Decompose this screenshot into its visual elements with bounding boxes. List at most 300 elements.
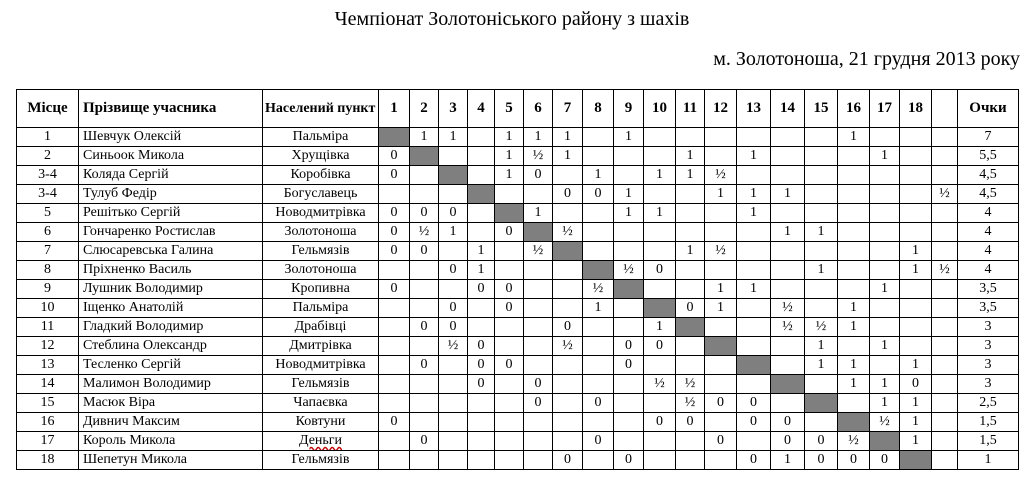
diagonal-cell (495, 204, 524, 223)
result-cell (900, 147, 932, 166)
table-row (17, 432, 1019, 451)
result-cell (737, 337, 771, 356)
result-cell (439, 147, 468, 166)
result-cell: ½ (932, 261, 958, 280)
place-cell: 8 (17, 261, 79, 280)
result-cell: 0 (805, 432, 838, 451)
result-cell: 0 (379, 147, 410, 166)
result-cell (644, 242, 676, 261)
points-cell: 4 (958, 242, 1019, 261)
result-cell: 1 (838, 375, 870, 394)
result-cell (838, 147, 870, 166)
header-name: Прізвище учасника (79, 90, 263, 128)
result-cell (737, 223, 771, 242)
result-cell: 0 (553, 451, 583, 470)
settlement-cell: Чапаєвка (263, 394, 379, 413)
diagonal-cell (900, 451, 932, 470)
result-cell: 0 (468, 337, 495, 356)
result-cell: ½ (410, 223, 439, 242)
result-cell (705, 375, 737, 394)
result-cell (805, 166, 838, 185)
points-cell: 1,5 (958, 432, 1019, 451)
result-cell (932, 394, 958, 413)
result-cell (676, 223, 705, 242)
result-cell (771, 356, 805, 375)
result-cell (932, 432, 958, 451)
result-cell (705, 413, 737, 432)
diagonal-cell (705, 337, 737, 356)
result-cell (379, 261, 410, 280)
diagonal-cell (524, 223, 553, 242)
result-cell (468, 394, 495, 413)
result-cell (495, 375, 524, 394)
result-cell: 1 (900, 413, 932, 432)
result-cell (870, 356, 900, 375)
result-cell (495, 413, 524, 432)
result-cell (676, 432, 705, 451)
result-cell (553, 413, 583, 432)
result-cell (379, 432, 410, 451)
result-cell: 1 (900, 242, 932, 261)
result-cell: ½ (614, 261, 644, 280)
result-cell: 1 (737, 204, 771, 223)
result-cell (805, 185, 838, 204)
header-round: 12 (705, 90, 737, 128)
result-cell: 1 (524, 128, 553, 147)
result-cell (838, 280, 870, 299)
result-cell (495, 432, 524, 451)
result-cell (805, 242, 838, 261)
diagonal-cell (614, 280, 644, 299)
diagonal-cell (737, 356, 771, 375)
place-cell: 12 (17, 337, 79, 356)
points-cell: 3 (958, 318, 1019, 337)
result-cell: 0 (495, 280, 524, 299)
result-cell: 0 (379, 166, 410, 185)
result-cell (524, 337, 553, 356)
result-cell: 1 (838, 128, 870, 147)
participant-name: Слюсаревська Галина (79, 242, 263, 261)
result-cell (932, 356, 958, 375)
diagonal-cell (410, 147, 439, 166)
result-cell (495, 337, 524, 356)
result-cell (468, 166, 495, 185)
result-cell: 0 (771, 432, 805, 451)
result-cell (410, 451, 439, 470)
result-cell: 1 (644, 318, 676, 337)
result-cell: 1 (410, 128, 439, 147)
result-cell: ½ (553, 337, 583, 356)
settlement-cell: Пальміра (263, 128, 379, 147)
header-round: 13 (737, 90, 771, 128)
result-cell (737, 432, 771, 451)
result-cell: 0 (379, 413, 410, 432)
result-cell: 0 (495, 299, 524, 318)
result-cell: 0 (439, 299, 468, 318)
result-cell (932, 413, 958, 432)
result-cell: 1 (495, 128, 524, 147)
result-cell: ½ (705, 166, 737, 185)
result-cell: 0 (410, 318, 439, 337)
result-cell (805, 375, 838, 394)
result-cell: 1 (870, 147, 900, 166)
result-cell (553, 166, 583, 185)
settlement-cell: Гельмязів (263, 375, 379, 394)
result-cell: 0 (614, 337, 644, 356)
result-cell (644, 432, 676, 451)
settlement-cell: Новодмитрівка (263, 356, 379, 375)
place-cell: 11 (17, 318, 79, 337)
result-cell: 1 (676, 147, 705, 166)
result-cell: 0 (553, 318, 583, 337)
result-cell (614, 318, 644, 337)
result-cell (676, 337, 705, 356)
result-cell: 0 (737, 451, 771, 470)
table-row (17, 318, 1019, 337)
result-cell: 1 (771, 185, 805, 204)
result-cell (838, 261, 870, 280)
result-cell (553, 204, 583, 223)
result-cell (614, 394, 644, 413)
points-cell: 3 (958, 337, 1019, 356)
place-cell: 10 (17, 299, 79, 318)
result-cell (870, 128, 900, 147)
place-cell: 7 (17, 242, 79, 261)
participant-name: Тулуб Федір (79, 185, 263, 204)
result-cell: 1 (900, 432, 932, 451)
diagonal-cell (805, 394, 838, 413)
result-cell: 0 (495, 356, 524, 375)
result-cell (410, 299, 439, 318)
result-cell (439, 432, 468, 451)
result-cell (583, 204, 614, 223)
result-cell (705, 451, 737, 470)
result-cell (524, 185, 553, 204)
result-cell (932, 280, 958, 299)
result-cell: 0 (439, 261, 468, 280)
result-cell: 1 (644, 204, 676, 223)
result-cell: 0 (676, 413, 705, 432)
result-cell (410, 413, 439, 432)
result-cell (900, 337, 932, 356)
result-cell: 1 (439, 128, 468, 147)
result-cell: 1 (553, 128, 583, 147)
result-cell: 0 (705, 432, 737, 451)
result-cell (737, 128, 771, 147)
place-cell: 2 (17, 147, 79, 166)
place-cell: 3-4 (17, 185, 79, 204)
header-round: 15 (805, 90, 838, 128)
participant-name: Коляда Сергій (79, 166, 263, 185)
result-cell (676, 128, 705, 147)
result-cell: 1 (614, 204, 644, 223)
result-cell: 1 (583, 299, 614, 318)
result-cell (771, 147, 805, 166)
result-cell: ½ (583, 280, 614, 299)
place-cell: 17 (17, 432, 79, 451)
result-cell (705, 261, 737, 280)
header-round: 3 (439, 90, 468, 128)
points-cell: 7 (958, 128, 1019, 147)
diagonal-cell (583, 261, 614, 280)
settlement-cell: Новодмитрівка (263, 204, 379, 223)
result-cell (379, 451, 410, 470)
result-cell: ½ (553, 223, 583, 242)
result-cell: ½ (870, 413, 900, 432)
result-cell: 0 (468, 375, 495, 394)
diagonal-cell (771, 375, 805, 394)
settlement-cell: Деньги (263, 432, 379, 451)
result-cell: 1 (870, 280, 900, 299)
result-cell (439, 394, 468, 413)
result-cell (676, 451, 705, 470)
result-cell: 0 (644, 261, 676, 280)
settlement-cell: Золотоноша (263, 223, 379, 242)
result-cell (932, 242, 958, 261)
place-cell: 6 (17, 223, 79, 242)
points-cell: 5,5 (958, 147, 1019, 166)
result-cell (932, 223, 958, 242)
result-cell (838, 223, 870, 242)
result-cell (614, 147, 644, 166)
result-cell: ½ (771, 318, 805, 337)
result-cell (410, 280, 439, 299)
result-cell: 1 (737, 147, 771, 166)
result-cell (771, 394, 805, 413)
header-settlement: Населений пункт (263, 90, 379, 128)
table-row (17, 166, 1019, 185)
result-cell (705, 204, 737, 223)
result-cell: 0 (583, 394, 614, 413)
result-cell (468, 299, 495, 318)
result-cell (932, 128, 958, 147)
result-cell (900, 223, 932, 242)
result-cell (553, 299, 583, 318)
result-cell: 1 (805, 337, 838, 356)
result-cell (495, 318, 524, 337)
result-cell (932, 337, 958, 356)
settlement-cell: Дмитрівка (263, 337, 379, 356)
result-cell (771, 204, 805, 223)
result-cell (410, 375, 439, 394)
table-row (17, 204, 1019, 223)
result-cell (583, 318, 614, 337)
table-row (17, 280, 1019, 299)
result-cell: 0 (838, 451, 870, 470)
result-cell (870, 242, 900, 261)
table-row (17, 128, 1019, 147)
participant-name: Шевчук Олексій (79, 128, 263, 147)
diagonal-cell (676, 318, 705, 337)
result-cell: 1 (737, 185, 771, 204)
result-cell (379, 185, 410, 204)
result-cell (705, 223, 737, 242)
table-row (17, 337, 1019, 356)
points-cell: 3,5 (958, 280, 1019, 299)
result-cell (614, 299, 644, 318)
result-cell: 1 (614, 185, 644, 204)
result-cell (379, 318, 410, 337)
points-cell: 3,5 (958, 299, 1019, 318)
header-round: 2 (410, 90, 439, 128)
settlement-cell: Ковтуни (263, 413, 379, 432)
result-cell (676, 280, 705, 299)
place-cell: 5 (17, 204, 79, 223)
result-cell (439, 185, 468, 204)
result-cell: 0 (410, 432, 439, 451)
result-cell: 0 (644, 337, 676, 356)
result-cell (737, 299, 771, 318)
header-points: Очки (958, 90, 1019, 128)
result-cell: ½ (524, 147, 553, 166)
table-row (17, 451, 1019, 470)
place-cell: 13 (17, 356, 79, 375)
result-cell: ½ (439, 337, 468, 356)
table-row (17, 299, 1019, 318)
result-cell: 1 (805, 261, 838, 280)
result-cell: 0 (805, 451, 838, 470)
result-cell: 0 (379, 223, 410, 242)
header-round: 14 (771, 90, 805, 128)
result-cell (870, 166, 900, 185)
result-cell (900, 318, 932, 337)
participant-name: Масюк Віра (79, 394, 263, 413)
header-round: 9 (614, 90, 644, 128)
result-cell (614, 166, 644, 185)
points-cell: 4 (958, 204, 1019, 223)
header-round: 7 (553, 90, 583, 128)
result-cell: 1 (495, 147, 524, 166)
result-cell (771, 242, 805, 261)
result-cell (583, 337, 614, 356)
result-cell: 0 (705, 394, 737, 413)
table-row (17, 356, 1019, 375)
result-cell (932, 147, 958, 166)
result-cell (583, 356, 614, 375)
result-cell: 1 (900, 394, 932, 413)
result-cell: 1 (553, 147, 583, 166)
result-cell (468, 223, 495, 242)
result-cell: 0 (379, 242, 410, 261)
result-cell (644, 223, 676, 242)
result-cell: 1 (771, 223, 805, 242)
points-cell: 1,5 (958, 413, 1019, 432)
points-cell: 3 (958, 375, 1019, 394)
header-round: 16 (838, 90, 870, 128)
result-cell (468, 432, 495, 451)
result-cell (583, 147, 614, 166)
points-cell: 2,5 (958, 394, 1019, 413)
result-cell (553, 280, 583, 299)
result-cell: 1 (705, 185, 737, 204)
diagonal-cell (838, 413, 870, 432)
result-cell: 1 (737, 280, 771, 299)
result-cell (644, 280, 676, 299)
result-cell: 0 (439, 204, 468, 223)
result-cell (524, 261, 553, 280)
result-cell: 0 (614, 356, 644, 375)
result-cell (805, 147, 838, 166)
result-cell (644, 185, 676, 204)
result-cell (468, 451, 495, 470)
result-cell: 1 (676, 242, 705, 261)
participant-name: Гладкий Володимир (79, 318, 263, 337)
result-cell (771, 337, 805, 356)
result-cell (614, 223, 644, 242)
result-cell: ½ (932, 185, 958, 204)
result-cell (410, 337, 439, 356)
result-cell: ½ (676, 394, 705, 413)
result-cell: 1 (870, 394, 900, 413)
result-cell (644, 394, 676, 413)
header-place: Місце (17, 90, 79, 128)
document-title: Чемпіонат Золотоніського району з шахів (334, 8, 690, 30)
result-cell (644, 147, 676, 166)
result-cell: 1 (524, 204, 553, 223)
result-cell (553, 261, 583, 280)
result-cell: 0 (644, 413, 676, 432)
result-cell (524, 356, 553, 375)
place-cell: 9 (17, 280, 79, 299)
participant-name: Стеблина Олександр (79, 337, 263, 356)
result-cell (705, 147, 737, 166)
result-cell (524, 432, 553, 451)
diagonal-cell (644, 299, 676, 318)
result-cell (771, 166, 805, 185)
diagonal-cell (553, 242, 583, 261)
result-cell (705, 128, 737, 147)
settlement-cell: Гельмязів (263, 242, 379, 261)
participant-name: Пріхненко Василь (79, 261, 263, 280)
result-cell: ½ (805, 318, 838, 337)
result-cell: 1 (805, 223, 838, 242)
result-cell (838, 185, 870, 204)
settlement-cell: Хрущівка (263, 147, 379, 166)
result-cell (379, 356, 410, 375)
result-cell (737, 318, 771, 337)
header-round: 5 (495, 90, 524, 128)
result-cell (900, 280, 932, 299)
table-row (17, 185, 1019, 204)
table-row (17, 223, 1019, 242)
settlement-cell: Гельмязів (263, 451, 379, 470)
place-cell: 14 (17, 375, 79, 394)
place-cell: 1 (17, 128, 79, 147)
result-cell (495, 261, 524, 280)
result-cell (644, 451, 676, 470)
result-cell: 0 (410, 204, 439, 223)
result-cell (439, 413, 468, 432)
diagonal-cell (439, 166, 468, 185)
result-cell (737, 166, 771, 185)
result-cell (553, 432, 583, 451)
result-cell: 0 (524, 166, 553, 185)
points-cell: 4,5 (958, 166, 1019, 185)
result-cell (870, 318, 900, 337)
result-cell (805, 299, 838, 318)
place-cell: 3-4 (17, 166, 79, 185)
result-cell: ½ (705, 242, 737, 261)
result-cell (900, 185, 932, 204)
result-cell: 0 (524, 394, 553, 413)
result-cell: ½ (676, 375, 705, 394)
result-cell (870, 261, 900, 280)
result-cell (900, 299, 932, 318)
result-cell: 1 (705, 299, 737, 318)
result-cell (805, 204, 838, 223)
result-cell: 1 (468, 261, 495, 280)
settlement-cell: Драбівці (263, 318, 379, 337)
